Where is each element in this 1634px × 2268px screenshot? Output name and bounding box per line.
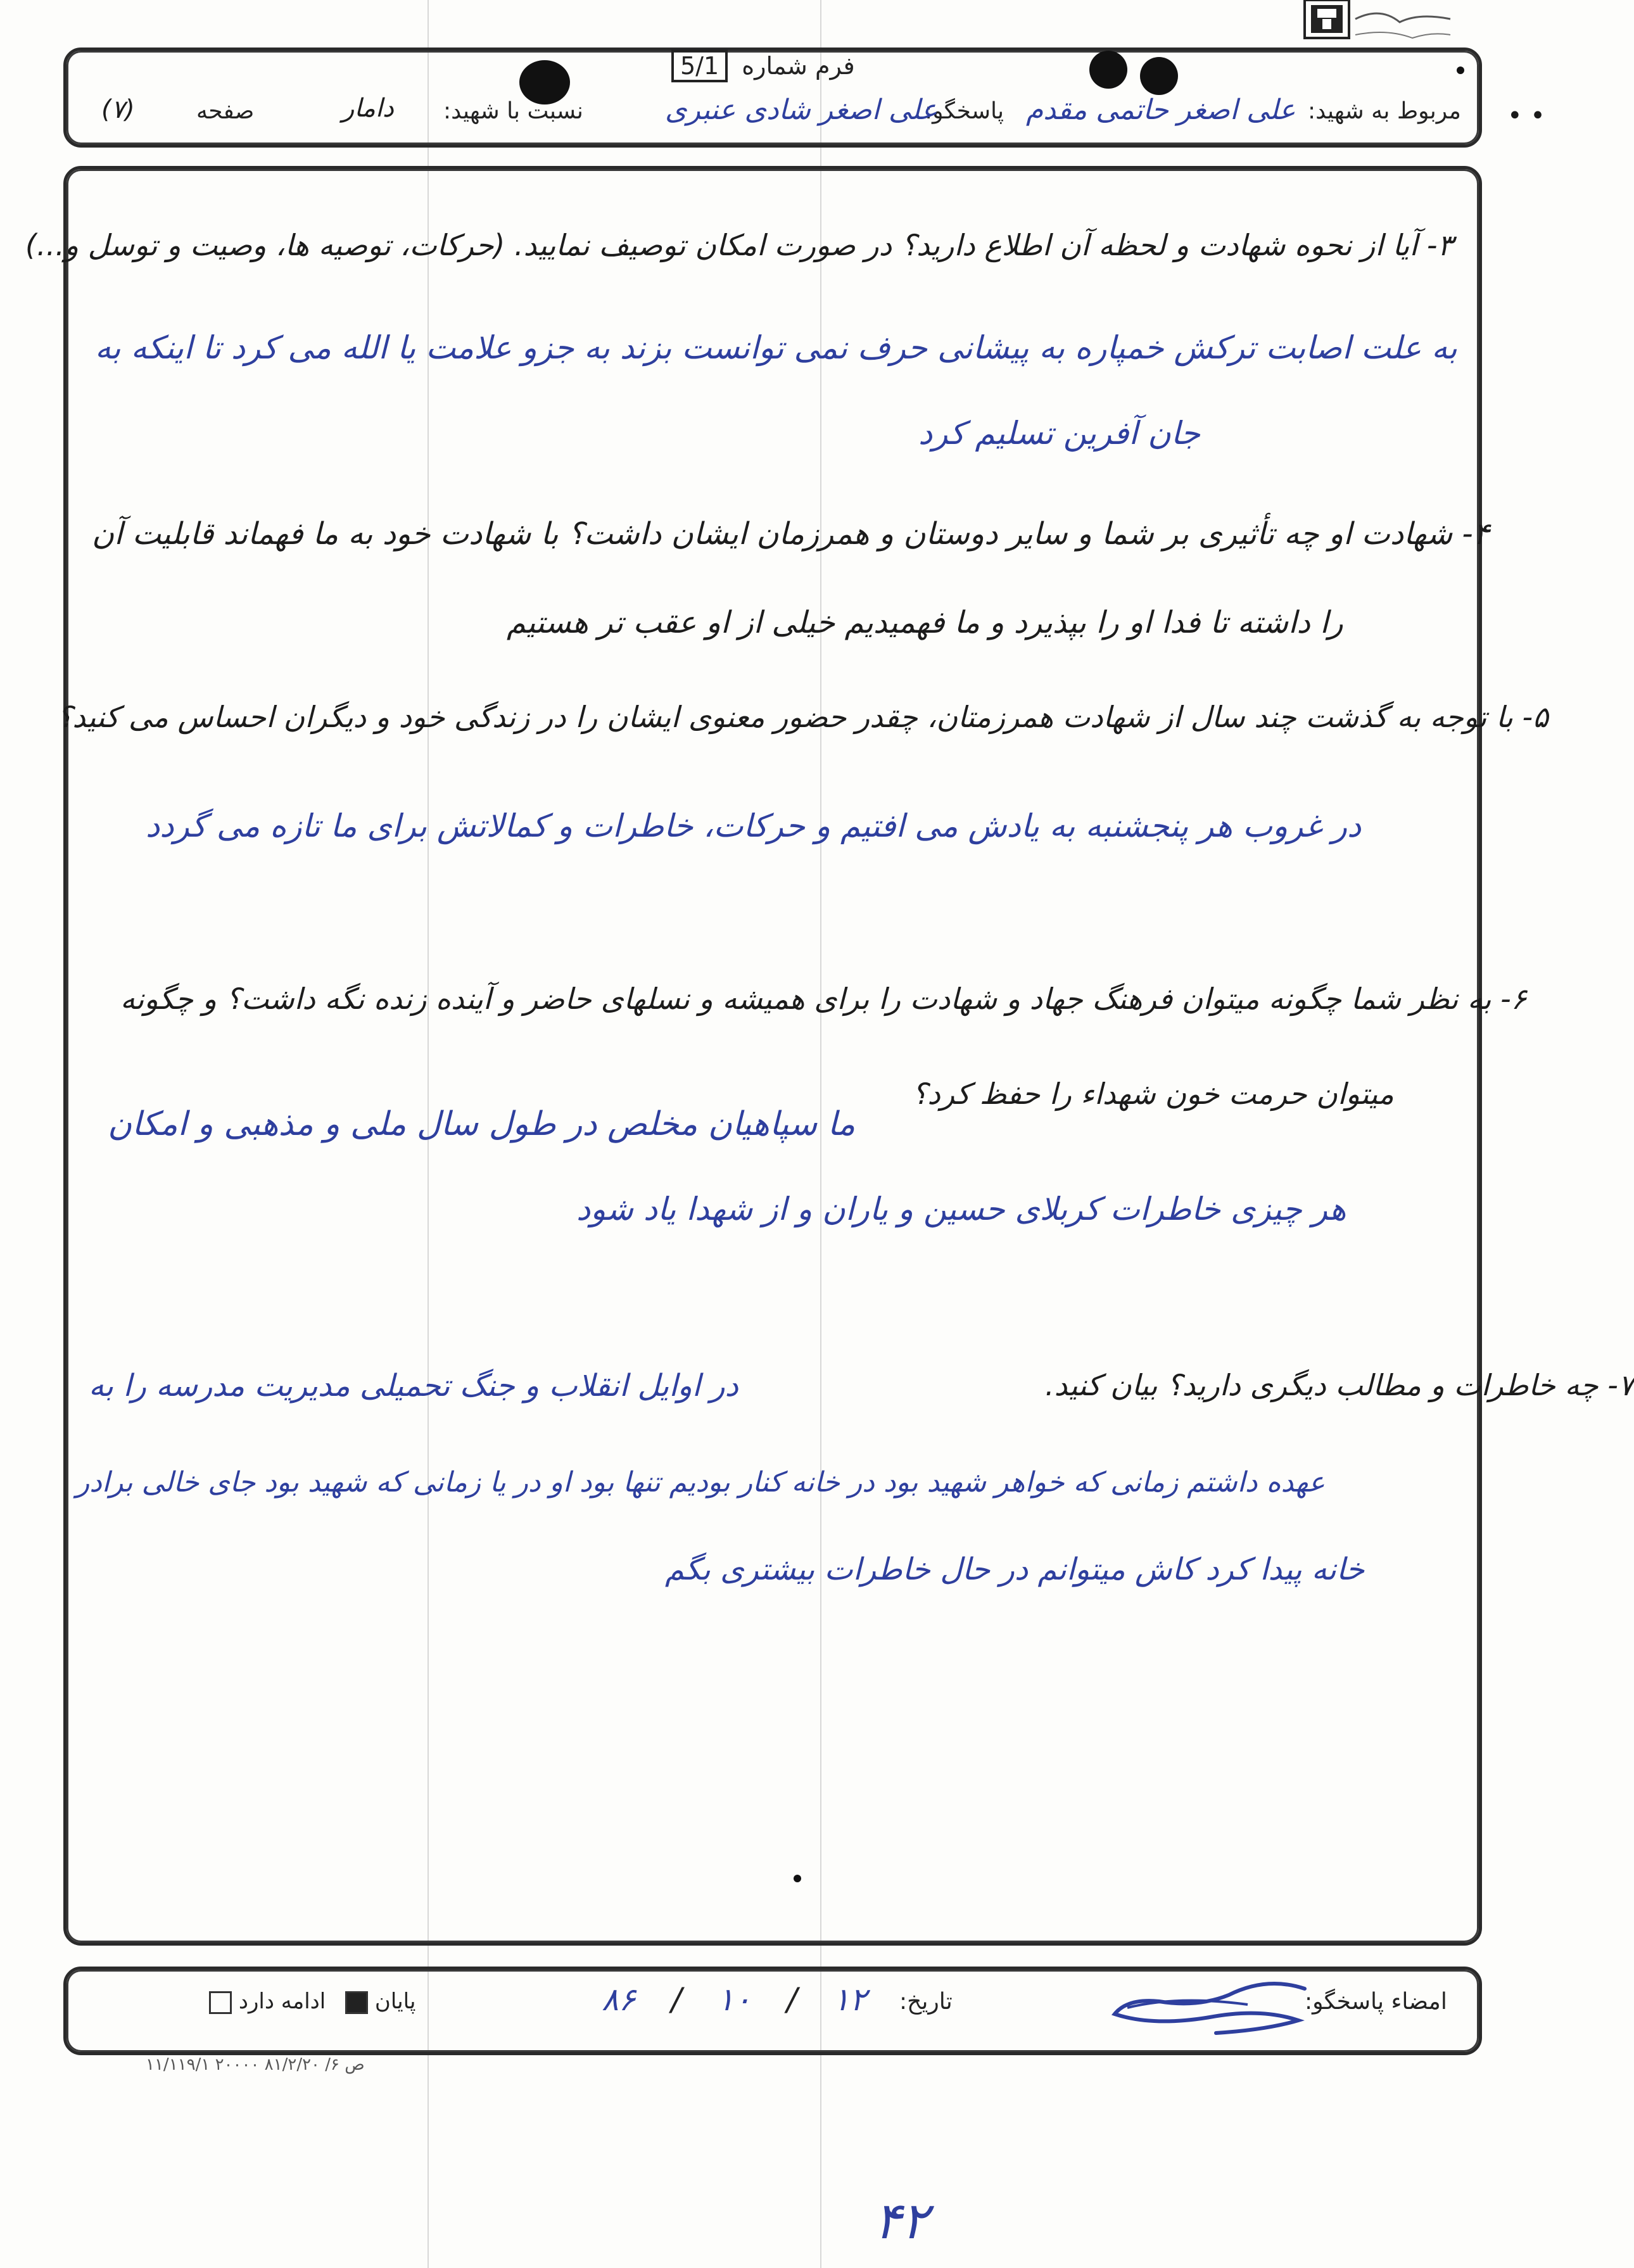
page-label: صفحه [196, 98, 255, 124]
form-code: ۱۱/۱۱۹/۱ ص ۶/ ۸۱/۲/۲۰ ۲۰۰۰۰ [146, 2055, 365, 2074]
ink-blot [1140, 57, 1178, 95]
answer-7-line-3: خانه پیدا کرد کاش میتوانم در حال خاطرات بیشتری بگم [665, 1552, 1365, 1587]
answer-3-line-1: به علت اصابت ترکش خمپاره به پیشانی حرف نمی توانست بزند به جزو علامت یا الله می کرد تا اینکه به [95, 329, 1457, 366]
form-number: 5/1 [671, 49, 728, 82]
date-year: ۸۶ [602, 1981, 636, 2018]
date-sep: / [787, 1981, 797, 2018]
date-day: ۱۲ [832, 1981, 867, 2018]
answer-7-line-2: عهده داشتم زمانی که خواهر شهید بود در خانه کنار بودیم تنها بود او در یا زمانی که شهید بود جای خالی برادر [76, 1466, 1326, 1498]
date-field [602, 1981, 867, 2018]
form-number-row [671, 52, 855, 80]
continue-label: ادامه دارد [238, 1989, 326, 2014]
martyr-value: علی اصغر حاتمی مقدم [1026, 94, 1296, 126]
question-4-line-2: را داشته تا فدا او را بپذیرد و ما فهمیدیم خیلی از او عقب تر هستیم [507, 605, 1343, 640]
end-continue-row [209, 1989, 416, 2014]
main-body-box [63, 166, 1482, 1946]
date-label: تاریخ: [899, 1989, 953, 2015]
signature-icon [1102, 1970, 1311, 2039]
date-sep: / [671, 1981, 682, 2018]
question-5: ۵- با توجه به گذشت چند سال از شهادت همرزمتان، چقدر حضور معنوی ایشان را در زندگی خود و دیگران احساس می کنید؟ [57, 700, 1548, 734]
question-7: ۷- چه خاطرات و مطالب دیگری دارید؟ بیان کنید. [1045, 1368, 1634, 1402]
question-4-line-1: ۴- شهادت او چه تأثیری بر شما و سایر دوستان و همرزمان ایشان داشت؟ با شهادت خود به ما فهماند قابلیت آن [92, 516, 1490, 552]
relation-value: دامار [342, 94, 394, 123]
form-label: فرم شماره [742, 52, 855, 80]
question-6-line-2: میتوان حرمت خون شهداء را حفظ کرد؟ [912, 1077, 1394, 1111]
ink-blot [1089, 51, 1127, 89]
end-checkbox[interactable] [345, 1991, 368, 2014]
end-label: پایان [374, 1989, 416, 2014]
signature-label: امضاء پاسخگو: [1305, 1989, 1447, 2015]
date-month: ۱۰ [717, 1981, 752, 2018]
answer-6-line-2: هر چیزی خاطرات کربلای حسین و یاران و از شهدا یاد شود [576, 1191, 1346, 1227]
ink-blot [1457, 67, 1464, 74]
question-3: ۳- آیا از نحوه شهادت و لحظه آن اطلاع دارید؟ در صورت امکان توصیف نمایید. (حرکات، توصیه ها، وصیت و توسل و...) [25, 228, 1454, 262]
question-6-line-1: ۶- به نظر شما چگونه میتوان فرهنگ جهاد و شهادت را برای همیشه و نسلهای حاضر و آینده زنده نگه داشت؟ و چگونه [120, 982, 1527, 1016]
continue-checkbox[interactable] [209, 1991, 232, 2014]
respondent-signature [1102, 1970, 1311, 2039]
relation-label: نسبت با شهید: [443, 98, 583, 124]
stray-dot [794, 1875, 801, 1882]
answer-7-line-1: در اوایل انقلاب و جنگ تحمیلی مدیریت مدرسه را به [89, 1368, 738, 1403]
respondent-value: علی اصغر شادی عنبری [665, 94, 938, 126]
page-value: (۷) [101, 95, 135, 124]
martyr-label: مربوط به شهید: [1308, 98, 1461, 124]
respondent-label: پاسخگو: [925, 98, 1004, 124]
page-number: ۴۲ [874, 2191, 928, 2250]
answer-6-line-1: ما سپاهیان مخلص در طول سال ملی و مذهبی و امکان [108, 1105, 856, 1143]
answer-5: در غروب هر پنجشنبه به یادش می افتیم و حرکات، خاطرات و کمالاتش برای ما تازه می گردد [146, 808, 1362, 844]
answer-3-line-2: جان آفرین تسلیم کرد [918, 415, 1200, 452]
right-dots: • • [1507, 101, 1545, 130]
